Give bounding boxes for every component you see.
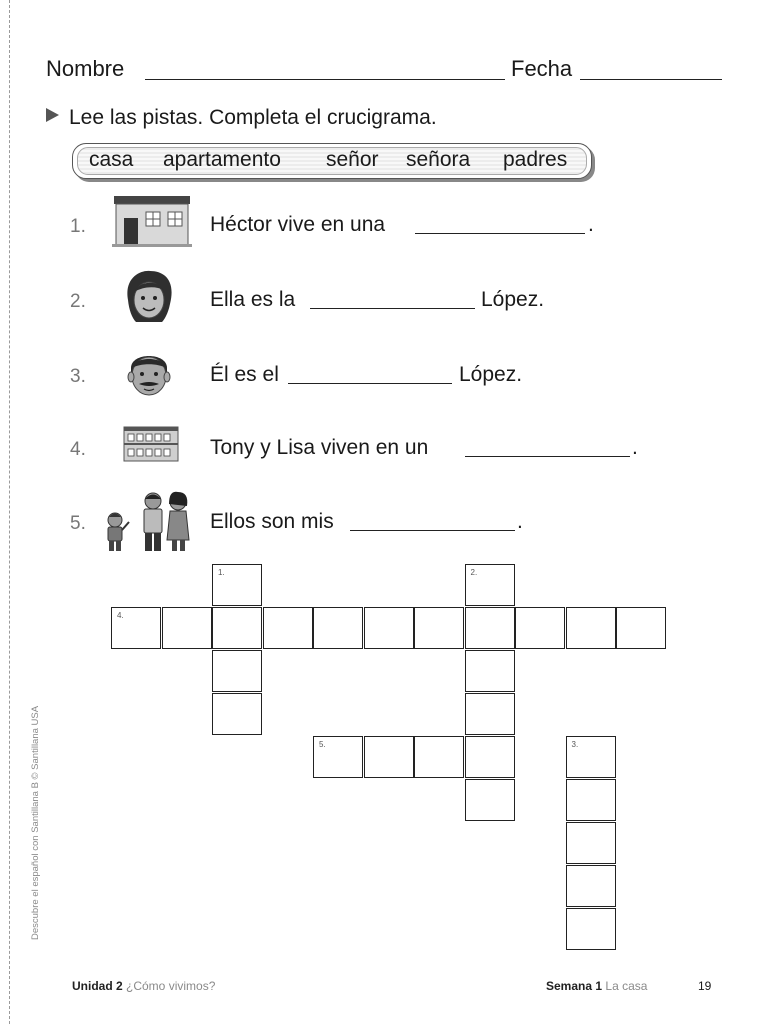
crossword-clue-number: 2. (470, 568, 478, 577)
crossword-cell[interactable] (414, 607, 464, 649)
name-label: Nombre (46, 56, 125, 81)
word-bank-word: casa (89, 148, 134, 171)
instruction-text: Lee las pistas. Completa el crucigrama. (69, 106, 437, 129)
house-icon (112, 194, 192, 248)
clue-text-after: López. (459, 363, 523, 386)
clue-number: 1. (70, 216, 86, 237)
man-face-icon (122, 346, 176, 400)
crossword-cell[interactable] (212, 693, 262, 735)
crossword-cell[interactable] (566, 779, 616, 821)
date-field[interactable] (580, 79, 722, 80)
crossword-cell[interactable] (566, 736, 616, 778)
clue-text-after: . (632, 436, 638, 459)
crossword-cell[interactable] (566, 908, 616, 950)
crossword-cell[interactable] (162, 607, 212, 649)
crossword-cell[interactable] (566, 822, 616, 864)
crossword-cell[interactable] (465, 693, 515, 735)
clue-text (210, 436, 428, 460)
word-bank-word: apartamento (163, 148, 281, 171)
apartment-building-icon (123, 426, 179, 462)
page-number: 19 (698, 979, 712, 993)
crossword-clue-number: 3. (571, 740, 579, 749)
crossword-cell[interactable] (465, 607, 515, 649)
clue-text (210, 213, 385, 237)
word-bank-word: señora (406, 148, 471, 171)
crossword-cell[interactable] (212, 564, 262, 606)
clue-number: 5. (70, 513, 86, 534)
crossword-cell[interactable] (465, 650, 515, 692)
answer-blank-1[interactable] (415, 233, 585, 234)
clue-text (210, 363, 279, 387)
clue-number: 4. (70, 439, 86, 460)
clue-number: 3. (70, 366, 86, 387)
crossword-cell[interactable] (616, 607, 666, 649)
clue-number: 2. (70, 291, 86, 312)
instruction (46, 106, 437, 130)
family-icon (101, 490, 195, 552)
crossword-clue-number: 5. (319, 740, 326, 749)
crossword-cell[interactable] (566, 607, 616, 649)
crossword-cell[interactable] (313, 736, 363, 778)
crossword-cell[interactable] (414, 736, 464, 778)
crossword-cell[interactable] (465, 736, 515, 778)
word-bank (72, 143, 592, 179)
clue-text-before: Él es el (210, 363, 279, 386)
unit-label: Unidad 2 (72, 979, 123, 993)
crossword-cell[interactable] (212, 607, 262, 649)
clue-text (210, 288, 295, 312)
clue-text-after: . (588, 213, 594, 236)
footer-unit (72, 979, 215, 993)
answer-blank-2[interactable] (310, 308, 475, 309)
woman-face-icon (122, 270, 176, 326)
triangle-bullet-icon (46, 108, 59, 122)
clue-text-before: Ella es la (210, 288, 296, 311)
clue-text-before: Tony y Lisa viven en un (210, 436, 429, 459)
crossword-cell[interactable] (465, 564, 515, 606)
answer-blank-4[interactable] (465, 456, 630, 457)
crossword-cell[interactable] (465, 779, 515, 821)
clue-text-after: López. (481, 288, 545, 311)
crossword-cell[interactable] (364, 736, 414, 778)
crossword-cell[interactable] (212, 650, 262, 692)
word-bank-word: señor (326, 148, 379, 171)
crossword-cell[interactable] (313, 607, 363, 649)
name-field[interactable] (145, 79, 505, 80)
footer-week (546, 979, 647, 993)
answer-blank-3[interactable] (288, 383, 452, 384)
cut-line (9, 0, 10, 1024)
date-label: Fecha (511, 56, 573, 81)
crossword-cell[interactable] (263, 607, 313, 649)
answer-blank-5[interactable] (350, 530, 515, 531)
clue-text-after: . (517, 510, 523, 533)
clue-text-before: Héctor vive en una (210, 213, 386, 236)
crossword-clue-number: 1. (218, 568, 225, 577)
crossword-cell[interactable] (566, 865, 616, 907)
unit-title: ¿Cómo vivimos? (126, 979, 216, 993)
week-title: La casa (605, 979, 648, 993)
word-bank-word: padres (503, 148, 568, 171)
week-label: Semana 1 (546, 979, 603, 993)
clue-text (210, 510, 334, 534)
crossword-cell[interactable] (364, 607, 414, 649)
clue-text-before: Ellos son mis (210, 510, 334, 533)
side-copyright: Descubre el español con Santillana B © Santillana USA (30, 705, 41, 940)
crossword-cell[interactable] (515, 607, 565, 649)
crossword-clue-number: 4. (117, 611, 124, 620)
crossword-cell[interactable] (111, 607, 161, 649)
